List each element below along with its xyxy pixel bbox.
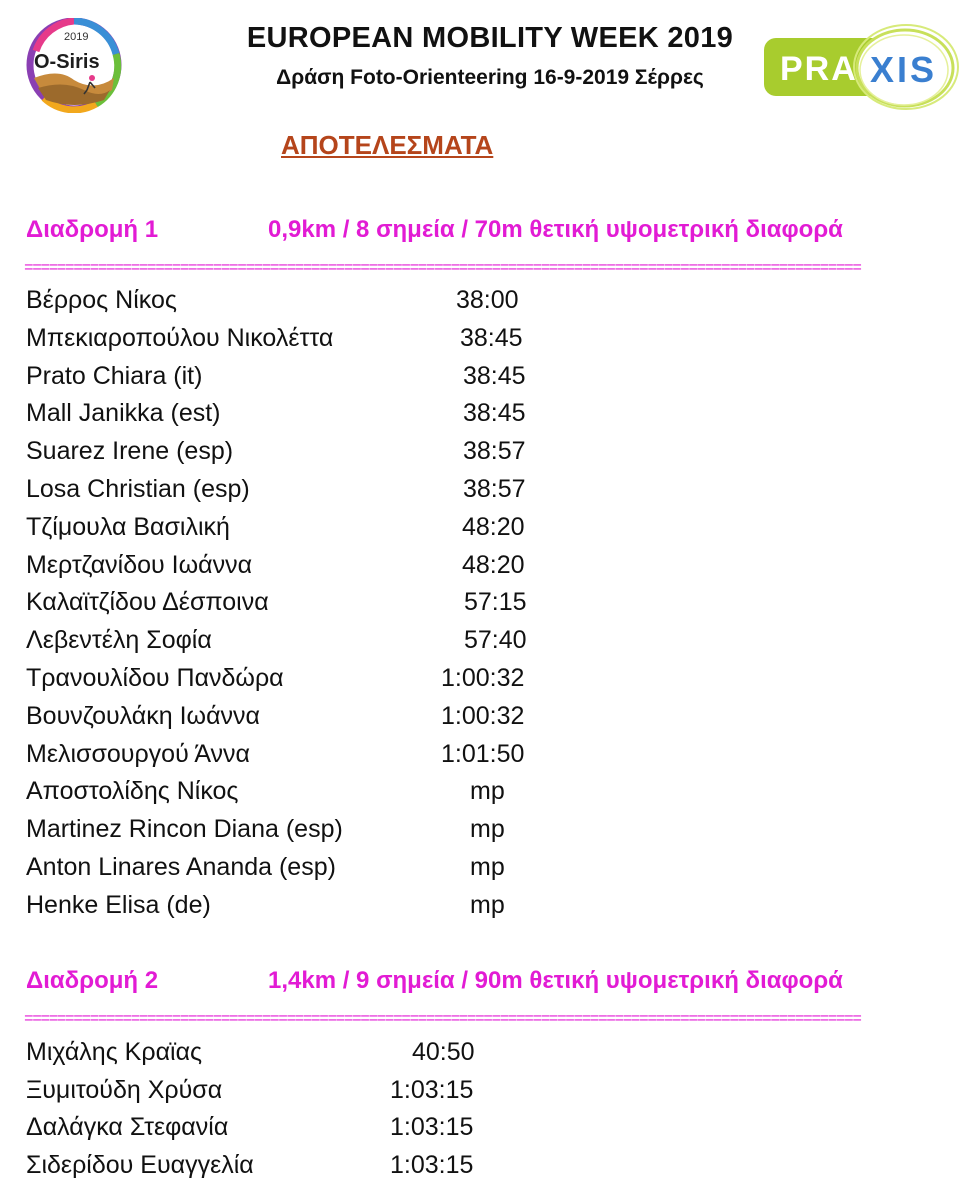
- participant-name: Αποστολίδης Νίκος: [26, 777, 239, 806]
- praxis-text-right: XIS: [870, 49, 938, 90]
- participant-time: 38:45: [463, 361, 526, 390]
- praxis-text-left: PRA: [780, 50, 858, 88]
- route-2-info: 1,4km / 9 σημεία / 90m θετική υψομετρική διαφορά: [268, 967, 843, 994]
- route-1-label: Διαδρομή 1: [26, 216, 159, 243]
- participant-name: Βουνζουλάκη Ιωάννα: [26, 701, 260, 730]
- participant-time: 57:15: [464, 588, 527, 617]
- participant-time: 1:00:32: [441, 664, 525, 692]
- participant-time: 48:20: [462, 512, 525, 541]
- participant-name: Μερτζανίδου Ιωάννα: [26, 550, 253, 579]
- participant-name: Μιχάλης Κραϊας: [26, 1038, 203, 1066]
- participant-time: mp: [470, 777, 505, 806]
- participant-time: 38:45: [460, 323, 523, 352]
- participant-name: Σιδερίδου Ευαγγελία: [26, 1151, 254, 1180]
- participant-time: 1:00:32: [441, 701, 525, 730]
- participant-time: 57:40: [464, 626, 527, 655]
- participant-time: 38:00: [456, 286, 519, 314]
- participant-name: Ξυμιτούδη Χρύσα: [26, 1075, 223, 1104]
- participant-time: 38:57: [463, 475, 526, 503]
- logo-year-text: 2019: [64, 31, 89, 43]
- participant-name: Μελισσουργού Άννα: [26, 739, 251, 768]
- participant-time: mp: [470, 853, 505, 881]
- participant-name: Martinez Rincon Diana (esp): [26, 815, 343, 844]
- route-2-divider: ======================================================================================================: [24, 1013, 861, 1025]
- o-siris-logo: [24, 18, 124, 113]
- participant-time: 38:57: [463, 437, 526, 466]
- route-2-heading: [26, 967, 843, 995]
- results-title: ΑΠΟΤΕΛΕΣΜΑΤΑ: [281, 130, 494, 160]
- participant-name: Βέρρος Νίκος: [26, 286, 177, 314]
- participant-time: 1:03:15: [390, 1113, 474, 1142]
- route-1-info: 0,9km / 8 σημεία / 70m θετική υψομετρική διαφορά: [268, 216, 843, 243]
- participant-name: Prato Chiara (it): [26, 361, 203, 390]
- participant-name: Losa Christian (esp): [26, 475, 250, 503]
- participant-name: Mall Janikka (est): [26, 399, 221, 428]
- participant-time: 1:01:50: [441, 739, 525, 768]
- participant-name: Anton Linares Ananda (esp): [26, 853, 336, 881]
- event-subtitle: Δράση Foto-Orienteering 16-9-2019 Σέρρες: [276, 66, 704, 89]
- route-2-label: Διαδρομή 2: [26, 967, 159, 994]
- participant-time: mp: [470, 890, 505, 919]
- participant-time: 40:50: [412, 1038, 475, 1066]
- participant-time: mp: [470, 815, 505, 844]
- event-title: EUROPEAN MOBILITY WEEK 2019: [246, 22, 734, 54]
- participant-name: Δαλάγκα Στεφανία: [26, 1113, 229, 1142]
- participant-name: Τρανουλίδου Πανδώρα: [26, 664, 284, 692]
- route-1-heading: [26, 216, 843, 244]
- participant-name: Λεβεντέλη Σοφία: [26, 626, 212, 655]
- participant-time: 1:03:15: [390, 1075, 474, 1104]
- participant-name: Suarez Irene (esp): [26, 437, 234, 466]
- participant-time: 38:45: [463, 399, 526, 428]
- participant-time: 1:03:15: [390, 1151, 474, 1180]
- participant-name: Μπεκιαροπούλου Νικολέττα: [26, 323, 334, 352]
- logo-brand-text: O-Siris: [34, 51, 100, 73]
- participant-name: Καλαϊτζίδου Δέσποινα: [26, 588, 269, 617]
- participant-name: Henke Elisa (de): [26, 890, 211, 919]
- participant-time: 48:20: [462, 550, 525, 579]
- route-1-divider: ======================================================================================================: [24, 262, 861, 274]
- participant-name: Τζίμουλα Βασιλική: [26, 512, 230, 541]
